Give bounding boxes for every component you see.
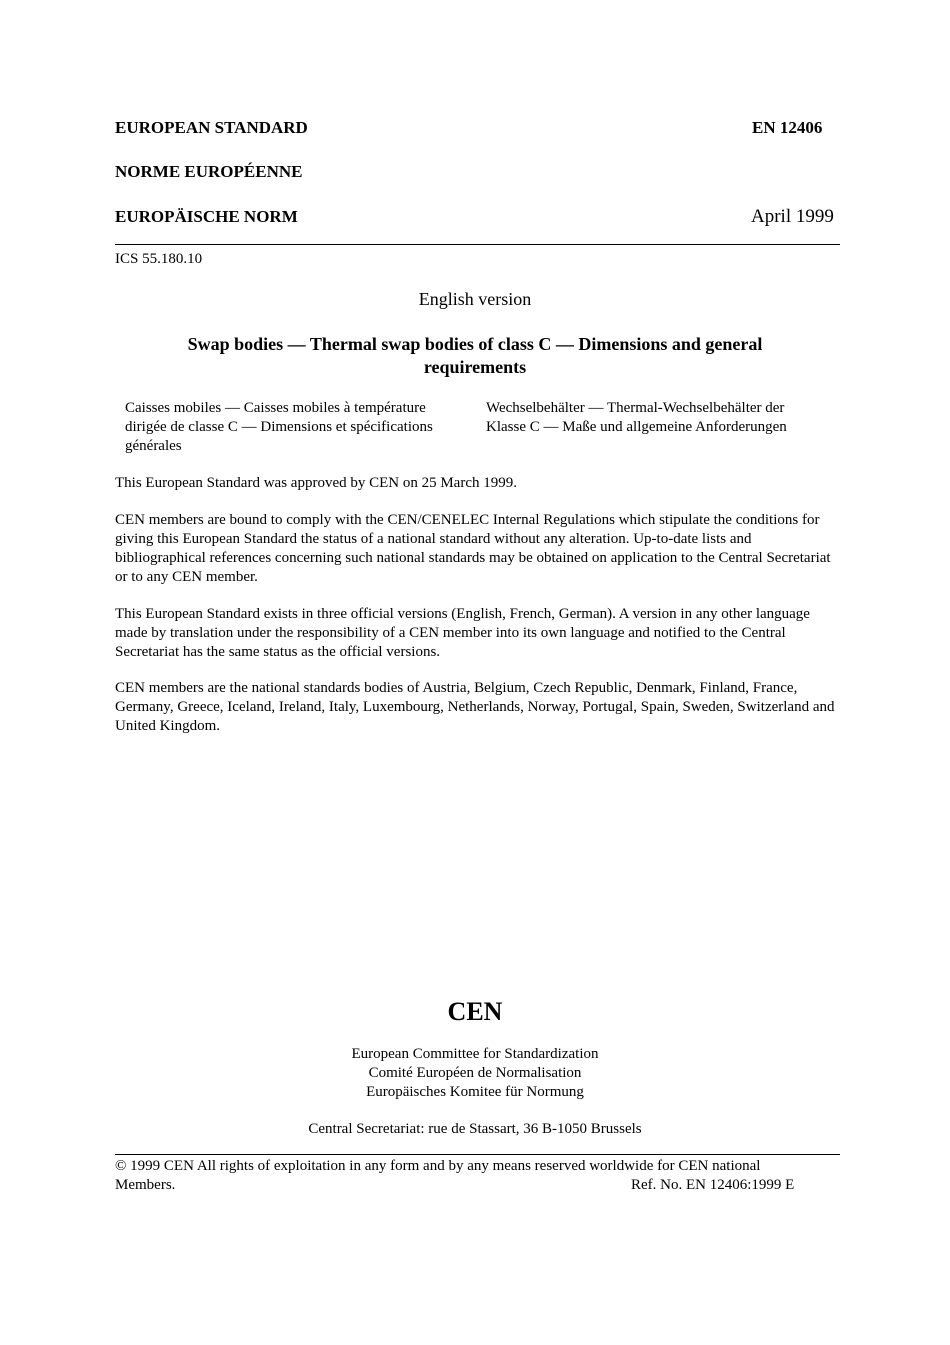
standard-number: EN 12406 bbox=[752, 118, 823, 137]
french-title-line1: Caisses mobiles — Caisses mobiles à température bbox=[125, 400, 426, 416]
cen-name-en: European Committee for Standardization bbox=[351, 1046, 599, 1062]
versions-paragraph: This European Standard exists in three official versions (English, French, German). A version in any other language made by translation under the responsibility of a CEN member into its own language and notified to the Central Secretariat has the same status as the official versions. bbox=[115, 606, 810, 660]
standard-label-en: EUROPEAN STANDARD bbox=[115, 118, 308, 137]
members-paragraph: CEN members are the national standards bodies of Austria, Belgium, Czech Republic, Denmark, Finland, France, Germany, Greece, Iceland, Ireland, Italy, Luxembourg, Netherlands, Norway, Portugal, Spain, Sweden, Switzerland and United Kingdom. bbox=[115, 680, 835, 734]
ics-code: ICS 55.180.10 bbox=[115, 251, 203, 267]
reference-number: Ref. No. EN 12406:1999 E bbox=[631, 1177, 795, 1193]
standard-label-de: EUROPÄISCHE NORM bbox=[115, 207, 298, 226]
cen-logo-text: CEN bbox=[447, 997, 503, 1026]
french-title-line2: dirigée de classe C — Dimensions et spécifications bbox=[125, 419, 433, 435]
copyright-line2: Members. bbox=[115, 1177, 176, 1193]
publication-date: April 1999 bbox=[751, 206, 834, 227]
cen-name-de: Europäisches Komitee für Normung bbox=[366, 1084, 584, 1100]
header-rule bbox=[115, 244, 840, 245]
document-title-line1: Swap bodies — Thermal swap bodies of class C — Dimensions and general bbox=[187, 334, 763, 354]
approval-paragraph: This European Standard was approved by CEN on 25 March 1999. bbox=[115, 475, 517, 491]
copyright-line1: © 1999 CEN All rights of exploitation in any form and by any means reserved worldwide for CEN national bbox=[115, 1158, 761, 1174]
cen-name-fr: Comité Européen de Normalisation bbox=[368, 1065, 582, 1081]
french-title-line3: générales bbox=[125, 438, 182, 454]
document-title-line2: requirements bbox=[423, 357, 527, 377]
german-title-line2: Klasse C — Maße und allgemeine Anforderungen bbox=[486, 419, 787, 435]
central-secretariat-address: Central Secretariat: rue de Stassart, 36 B-1050 Brussels bbox=[308, 1121, 642, 1137]
footer-rule bbox=[115, 1154, 840, 1155]
standard-label-fr: NORME EUROPÉENNE bbox=[115, 162, 303, 181]
version-label: English version bbox=[418, 289, 532, 309]
obligations-paragraph: CEN members are bound to comply with the CEN/CENELEC Internal Regulations which stipulate the conditions for giving this European Standard the status of a national standard without any alteration. Up-to-date lists and bibliographical references concerning such national standards may be obtained on application to the Central Secretariat or to any CEN member. bbox=[115, 512, 831, 585]
german-title-line1: Wechselbehälter — Thermal-Wechselbehälter der bbox=[486, 400, 785, 416]
